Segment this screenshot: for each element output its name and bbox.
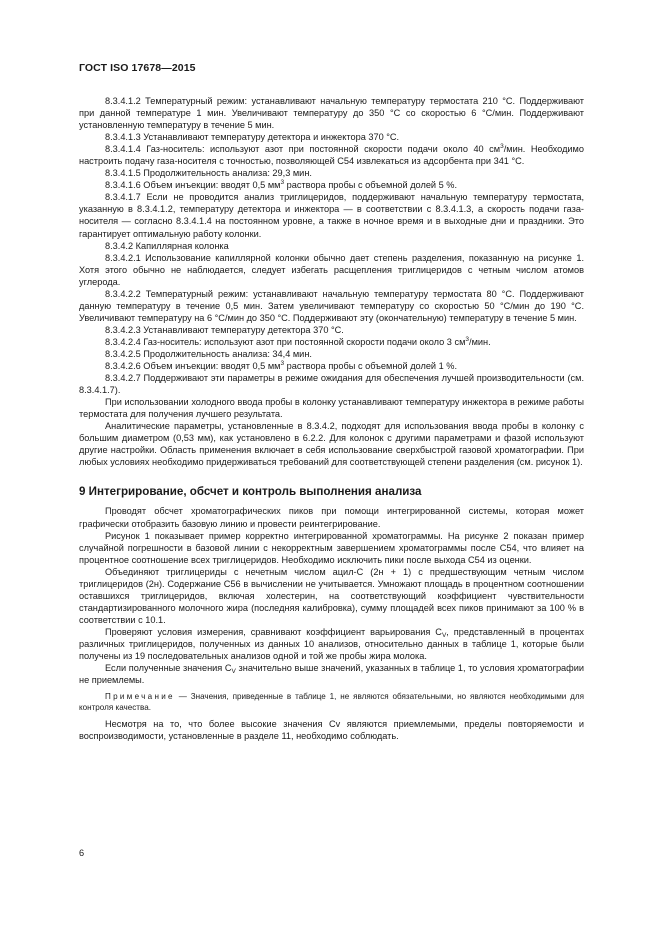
- paragraph-8-3-4-1-5: 8.3.4.1.5 Продолжительность анализа: 29,3 мин.: [105, 168, 312, 179]
- subsection-8-3-4-2: 8.3.4.2 Капиллярная колонка: [105, 240, 229, 251]
- page-number: 6: [79, 848, 85, 858]
- paragraph-conditions-unacceptable: Если полученные значения $С_V$ значительно выше значений, указанных в таблице 1, то условия хроматографии не приемлемы.: [79, 663, 584, 686]
- paragraph-repeatability: Несмотря на то, что более высокие значения Cv являются приемлемыми, пределы повторяемости и воспроизводимости, установленные в разделе 11, необходимо соблюдать.: [79, 719, 584, 742]
- paragraph-8-3-4-2-4: 8.3.4.2.4 Газ-носитель: используют азот при постоянной скорости подачи около 3 $см^3$/мин.: [105, 335, 491, 347]
- paragraph-8-3-4-1-2: 8.3.4.1.2 Температурный режим: устанавливают начальную температуру термостата 210 °С. Поддерживают при данной температуре 1 мин. Увеличивают температуру до 350 °С со скоростью 6 °С/мин. Поддерживают установленную температуру в течение 5 мин.: [79, 96, 584, 131]
- note-label: Примечание: [105, 692, 175, 702]
- paragraph-8-3-4-1-3: 8.3.4.1.3 Устанавливают температуру детектора и инжектора 370 °С.: [105, 132, 400, 143]
- paragraph-analytical-parameters: Аналитические параметры, установленные в 8.3.4.2, подходят для использования ввода пробы в колонку с большим диаметром (0,53 мм), как установлено в 6.2.2. Для колонок с другими параметрами и фазой используют другие настройки. Область применения включает в себя использование сверхбыстрой газовой хроматографии. При любых условиях необходимо придерживаться требований для соответствующей степени разделения (см. рисунок 1).: [79, 421, 584, 468]
- paragraph-triglyceride-combining: Объединяют триглицериды с нечетным числом ацил-С (2н + 1) с предшествующим четным числом триглицеридов (2н). Содержание С56 в вычислении не учитывается. Умножают площадь в процентном соотношении оставшихся триглицеридов, включая холестерин, на соответствующий коэффициент чувствительности стандартизированного молочного жира (последняя калибровка), сумму площадей всех пиков принимают за 100 % в соответствии с 10.1.: [79, 566, 584, 625]
- paragraph-8-3-4-2-3: 8.3.4.2.3 Устанавливают температуру детектора 370 °С.: [105, 324, 344, 335]
- section-9-heading: 9 Интегрирование, обсчет и контроль выполнения анализа: [79, 485, 422, 499]
- paragraph-8-3-4-2-1: 8.3.4.2.1 Использование капиллярной колонки обычно дает степень разделения, показанную на рисунке 1. Хотя этого обычно не наблюдается, следует избегать расщепления триглицеридов с четным числом атомов углерода.: [79, 252, 584, 287]
- document-body: [79, 95, 584, 742]
- paragraph-8-3-4-1-6: 8.3.4.1.6 Объем инъекции: вводят 0,5 $мм^3$ раствора пробы с объемной долей 5 %.: [105, 179, 457, 191]
- paragraph-8-3-4-2-7: 8.3.4.2.7 Поддерживают эти параметры в режиме ожидания для обеспечения лучшей производительности (см. 8.3.4.1.7).: [79, 373, 584, 396]
- paragraph-figure-reference: Рисунок 1 показывает пример корректно интегрированной хроматограммы. На рисунке 2 показан пример случайной погрешности в базовой линии с некорректным завершением хроматограммы после С54, что влияет на процентное соотношение всех триглицеридов. Необходимо исключить пики после выхода С54 из оценки.: [79, 530, 584, 565]
- paragraph-8-3-4-2-5: 8.3.4.2.5 Продолжительность анализа: 34,4 мин.: [105, 348, 312, 359]
- document-header: ГОСТ ISO 17678—2015: [79, 62, 196, 74]
- paragraph-cold-injection: При использовании холодного ввода пробы в колонку устанавливают температуру инжектора в режиме работы термостата для получения лучшего результата.: [79, 397, 584, 420]
- paragraph-8-3-4-1-7: 8.3.4.1.7 Если не проводится анализ триглицеридов, поддерживают начальную температуру термостата, указанную в 8.3.4.1.2, температуру детектора и инжектора — в соответствии с 8.3.4.1.3, а скорость подачи газа-носителя — согласно 8.3.4.1.4 на постоянном уровне, а также в ночное время и в выходные дни и праздники. Это гарантирует оптимальную работу колонки.: [79, 192, 584, 239]
- paragraph-variation-coefficient: Проверяют условия измерения, сравнивают коэффициент варьирования $С_V$, представленный в процентах различных триглицеридов, полученных из данных 10 анализов, относительно данных в таблице 1, которые были получены из 19 последовательных анализов одной и той же пробы жира молока.: [79, 626, 584, 662]
- paragraph-8-3-4-1-4: 8.3.4.1.4 Газ-носитель: используют азот при постоянной скорости подачи около 40 $см^3$/мин. Необходимо настроить подачу газа-носителя с точностью, позволяющей С54 извлекаться из адсорбента при 341 °С.: [79, 143, 584, 167]
- paragraph-8-3-4-2-6: 8.3.4.2.6 Объем инъекции: вводят 0,5 $мм^3$ раствора пробы с объемной долей 1 %.: [105, 360, 457, 372]
- note-text: — Значения, приведенные в таблице 1, не являются обязательными, но являются необходимыми для контроля качества.: [79, 692, 584, 713]
- paragraph-peak-processing: Проводят обсчет хроматографических пиков при помощи интегрированной системы, которая может графически отобразить базовую линию и провести реинтегрирование.: [79, 506, 584, 529]
- note: [79, 691, 584, 713]
- paragraph-8-3-4-2-2: 8.3.4.2.2 Температурный режим: устанавливают начальную температуру термостата 80 °С. Поддерживают данную температуру в течение 0,5 мин. Затем увеличивают температуру со скоростью 50 °С/мин до 190 °С. Увеличивают температуру на 6 °С/мин до 350 °С. Поддерживают эту (окончательную) температуру в течение 5 мин.: [79, 288, 584, 323]
